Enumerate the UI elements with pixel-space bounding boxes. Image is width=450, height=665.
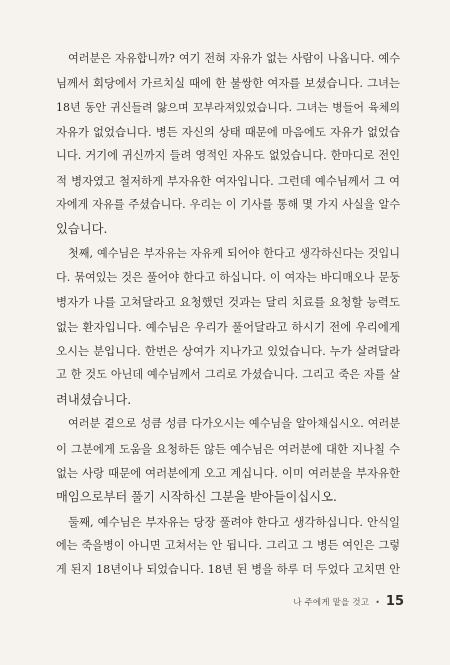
text-line: 니다. 거기에 귀신까지 들려 영적인 자유도 없었습니다. 한마디로 전인 xyxy=(56,149,400,163)
body-text xyxy=(56,47,400,583)
text-line: 이 그분에게 도움을 요청하든 않든 예수님은 여러분에 대한 지나칠 수 xyxy=(56,441,400,456)
paragraph xyxy=(56,412,400,509)
page-footer xyxy=(293,594,404,609)
text-line: 에는 죽을병이 아니면 고쳐서는 안 됩니다. 그리고 그 병든 여인은 그렇 xyxy=(56,538,400,552)
text-line: 없는 환자입니다. 예수님은 우리가 풀어달라고 하시기 전에 우리에게 xyxy=(56,319,400,334)
text-line: 첫째, 예수님은 부자유는 자유케 되어야 한다고 생각하신다는 것입니 xyxy=(68,246,400,260)
text-line: 려내셨습니다. xyxy=(56,392,132,407)
text-line: 다. 묶여있는 것은 풀어야 한다고 하십니다. 이 여자는 바디매오나 문둥 xyxy=(56,271,400,285)
paragraph xyxy=(56,242,400,412)
text-line: 게 된지 18년이나 되었습니다. 18년 된 병을 하루 더 두었다 고치면 안 xyxy=(56,563,400,577)
text-line: 자에게 자유를 주셨습니다. 우리는 이 기사를 통해 몇 가지 사실을 알수 xyxy=(56,198,400,212)
text-line: 오시는 분입니다. 한번은 상여가 지나가고 있었습니다. 누가 살려달라 xyxy=(56,344,400,359)
text-line: 고 한 것도 아닌데 예수님께서 그리로 가셨습니다. 그리고 죽은 자를 살 xyxy=(56,368,400,382)
running-head: 나 주에게 맡을 것고 xyxy=(293,598,370,608)
page-number: 15 xyxy=(385,594,404,609)
text-line: 자유가 없었습니다. 병든 자신의 상태 때문에 마음에도 자유가 없었습 xyxy=(56,125,400,140)
text-line: 여러분은 자유합니까? 여기 전혀 자유가 없는 사람이 나옵니다. 예수 xyxy=(68,52,400,65)
footer-separator: • xyxy=(375,598,380,607)
paragraph xyxy=(56,47,400,242)
text-line: 적 병자였고 철저하게 부자유한 여자입니다. 그런데 예수님께서 그 여 xyxy=(56,173,400,188)
text-line: 님께서 회당에서 가르치실 때에 한 불쌍한 여자를 보셨습니다. 그녀는 xyxy=(56,76,400,91)
text-line: 여러분 곁으로 성큼 성큼 다가오시는 예수님을 알아채십시오. 여러분 xyxy=(68,417,400,431)
text-line: 18년 동안 귀신들려 앓으며 꼬부라져있었습니다. 그녀는 병들어 육체의 xyxy=(56,100,400,114)
paragraph xyxy=(56,510,400,583)
text-line: 둘째, 예수님은 부자유는 당장 풀려야 한다고 생각하십니다. 안식일 xyxy=(68,514,400,529)
text-line: 병자가 나를 고쳐달라고 요청했던 것과는 달리 치료를 요청할 능력도 xyxy=(56,295,400,310)
text-line: 없는 사랑 때문에 여러분에게 오고 계십니다. 이미 여러분을 부자유한 xyxy=(56,465,400,480)
text-line: 매임으로부터 풀기 시작하신 그분을 받아들이십시오. xyxy=(56,490,337,505)
text-line: 있습니다. xyxy=(56,222,108,237)
